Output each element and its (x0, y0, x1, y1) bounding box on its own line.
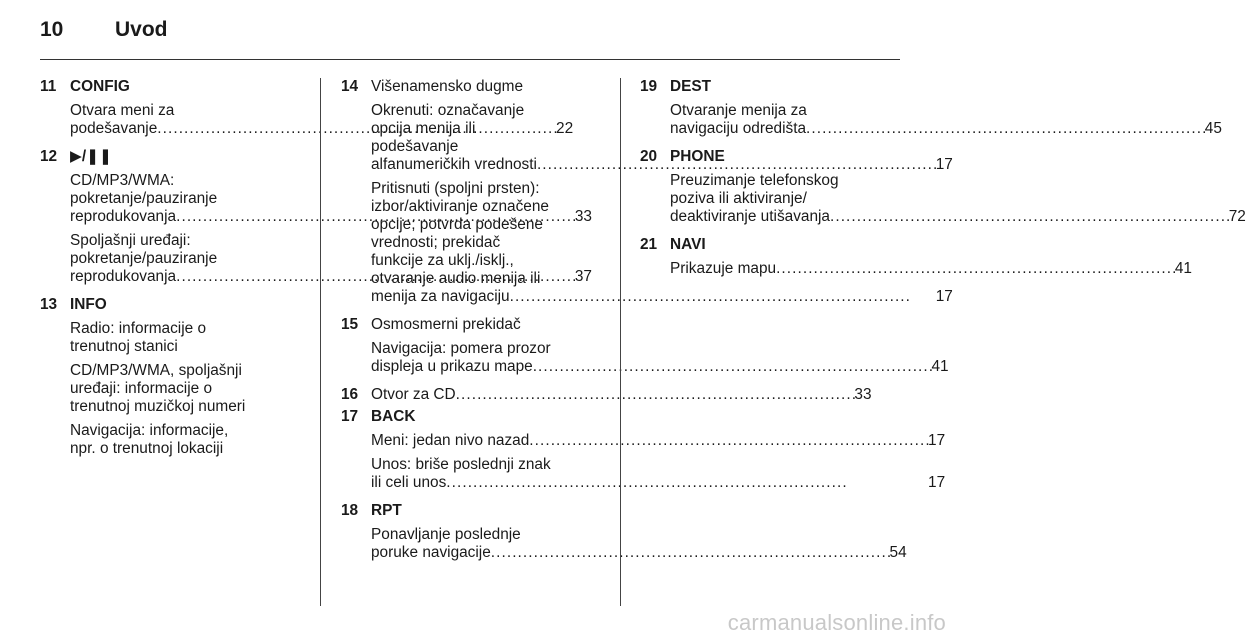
legend-entry (640, 236, 1192, 284)
entry-paragraph (371, 432, 945, 450)
legend-entry (640, 78, 1222, 144)
entry-head (341, 386, 872, 404)
entry-key: NAVI (670, 236, 706, 253)
entry-head (341, 502, 907, 568)
legend-entry (341, 386, 872, 404)
entry-text: poruke navigacije (371, 544, 491, 561)
entry-text: deaktiviranje utišavanja (670, 208, 830, 225)
text-line: pokretanje/pauziranje (70, 250, 218, 267)
text-line: uređaji: informacije o (70, 380, 213, 397)
entry-number: 20 (640, 148, 658, 165)
entry-paragraph (371, 340, 949, 376)
entry-text: Otvor za CD (371, 386, 456, 403)
entry-key: RPT (371, 502, 402, 519)
entry-head (341, 316, 949, 382)
text-line: opcija menija ili (371, 120, 476, 137)
entry-number: 12 (40, 148, 58, 165)
page-reference: 17 (928, 474, 946, 491)
entry-number: 21 (640, 236, 658, 253)
entry-body (670, 236, 1192, 284)
text-line: vrednosti; prekidač (371, 234, 501, 251)
text-line: CD/MP3/WMA, spoljašnji (70, 362, 242, 379)
text-line: Navigacija: pomera prozor (371, 340, 551, 357)
text-line: Okrenuti: označavanje (371, 102, 525, 119)
entry-text: menija za navigaciju (371, 288, 510, 305)
leader-dots (529, 432, 928, 450)
leader-line (670, 260, 1192, 278)
legend-entry (341, 502, 907, 568)
entry-text: reprodukovanja (70, 268, 177, 285)
entry-key: CONFIG (70, 78, 130, 95)
page-reference: 17 (935, 288, 953, 305)
entry-title: Višenamensko dugme (371, 78, 524, 95)
leader-dots (776, 260, 1175, 278)
entry-body (371, 502, 907, 568)
leader-line (371, 432, 945, 450)
text-line: Navigacija: informacije, (70, 422, 229, 439)
leader-dots (510, 288, 936, 306)
entry-number: 18 (341, 502, 359, 519)
page-reference: 17 (928, 432, 946, 449)
page-reference: 33 (574, 208, 592, 225)
leader-dots (446, 474, 928, 492)
leader-dots (456, 386, 855, 404)
entry-key: ▶/❚❚ (70, 148, 112, 165)
entry-text: Prikazuje mapu (670, 260, 777, 277)
entry-number: 14 (341, 78, 359, 95)
entry-paragraph (670, 260, 1192, 278)
page-reference: 45 (1204, 120, 1222, 137)
entry-text: displeja u prikazu mape (371, 358, 533, 375)
entry-body (371, 408, 945, 498)
text-line: pokretanje/pauziranje (70, 190, 218, 207)
entry-body (70, 296, 305, 464)
entry-head (341, 408, 946, 498)
entry-paragraph (70, 320, 305, 356)
legend-entry (40, 296, 305, 464)
entry-number: 11 (40, 78, 57, 95)
leader-line (371, 386, 872, 404)
entry-paragraph (670, 172, 1246, 226)
text-line: izbor/aktiviranje označene (371, 198, 549, 215)
entry-head (640, 236, 1192, 284)
page-reference: 33 (854, 386, 872, 403)
leader-line (670, 120, 1222, 138)
leader-line (371, 544, 907, 562)
column-divider-2 (620, 78, 621, 606)
entry-body (371, 316, 949, 382)
header-rule (40, 59, 900, 60)
page-title: Uvod (115, 18, 168, 41)
entry-body (371, 386, 872, 404)
entry-key: INFO (70, 296, 107, 313)
legend-entry (341, 408, 946, 498)
text-line: Otvaranje menija za (670, 102, 807, 119)
entry-key: BACK (371, 408, 416, 425)
text-line: trenutnoj muzičkoj numeri (70, 398, 246, 415)
text-line: Radio: informacije o (70, 320, 207, 337)
entry-number: 19 (640, 78, 658, 95)
entry-key: DEST (670, 78, 712, 95)
text-line: Spoljašnji uređaji: (70, 232, 191, 249)
entry-number: 16 (341, 386, 359, 403)
leader-dots (806, 120, 1205, 138)
entry-text: navigaciju odredišta (670, 120, 807, 137)
entry-text: podešavanje (70, 120, 158, 137)
entry-paragraph (70, 422, 305, 458)
text-line: otvaranje audio menija ili (371, 270, 541, 287)
entry-text: alfanumeričkih vrednosti (371, 156, 537, 173)
leader-line (670, 208, 1246, 226)
page-reference: 72 (1228, 208, 1246, 225)
legend-entry (341, 316, 949, 382)
entry-head (640, 78, 1222, 144)
text-line: podešavanje (371, 138, 459, 155)
page-reference: 17 (935, 156, 953, 173)
entry-number: 13 (40, 296, 58, 313)
text-line: npr. o trenutnoj lokaciji (70, 440, 224, 457)
column-divider-1 (320, 78, 321, 606)
page-reference: 37 (574, 268, 592, 285)
page-reference: 54 (889, 544, 907, 561)
entry-body (670, 148, 1246, 232)
page-header (40, 18, 168, 48)
entry-paragraph (70, 362, 305, 416)
watermark: carmanualsonline.info (727, 610, 946, 635)
entry-paragraph (670, 102, 1222, 138)
text-line: opcije; potvrda podešene (371, 216, 543, 233)
page-reference: 41 (1174, 260, 1192, 277)
entry-text: reprodukovanja (70, 208, 177, 225)
entry-paragraph (371, 456, 945, 492)
entry-key: PHONE (670, 148, 725, 165)
entry-number: 15 (341, 316, 359, 333)
text-line: Pritisnuti (spoljni prsten): (371, 180, 540, 197)
leader-line (371, 358, 949, 376)
page-reference: 41 (931, 358, 949, 375)
text-line: trenutnoj stanici (70, 338, 178, 355)
entry-text: Meni: jedan nivo nazad (371, 432, 530, 449)
entry-text: ili celi unos (371, 474, 447, 491)
entry-title: Osmosmerni prekidač (371, 316, 521, 333)
leader-line (371, 288, 953, 306)
leader-dots (830, 208, 1229, 226)
text-line: funkcije za uklj./isklj., (371, 252, 514, 269)
text-line: CD/MP3/WMA: (70, 172, 175, 189)
leader-dots (533, 358, 932, 376)
text-line: Ponavljanje poslednje (371, 526, 521, 543)
text-line: Preuzimanje telefonskog (670, 172, 839, 189)
text-line: Otvara meni za (70, 102, 175, 119)
entry-paragraph (371, 526, 907, 562)
leader-line (371, 474, 945, 492)
text-line: poziva ili aktiviranje/ (670, 190, 807, 207)
entry-body (670, 78, 1222, 144)
page-reference: 22 (556, 120, 574, 137)
entry-head (40, 296, 305, 464)
page-number: 10 (40, 18, 64, 41)
leader-dots (491, 544, 890, 562)
text-line: Unos: briše poslednji znak (371, 456, 551, 473)
entry-number: 17 (341, 408, 359, 425)
